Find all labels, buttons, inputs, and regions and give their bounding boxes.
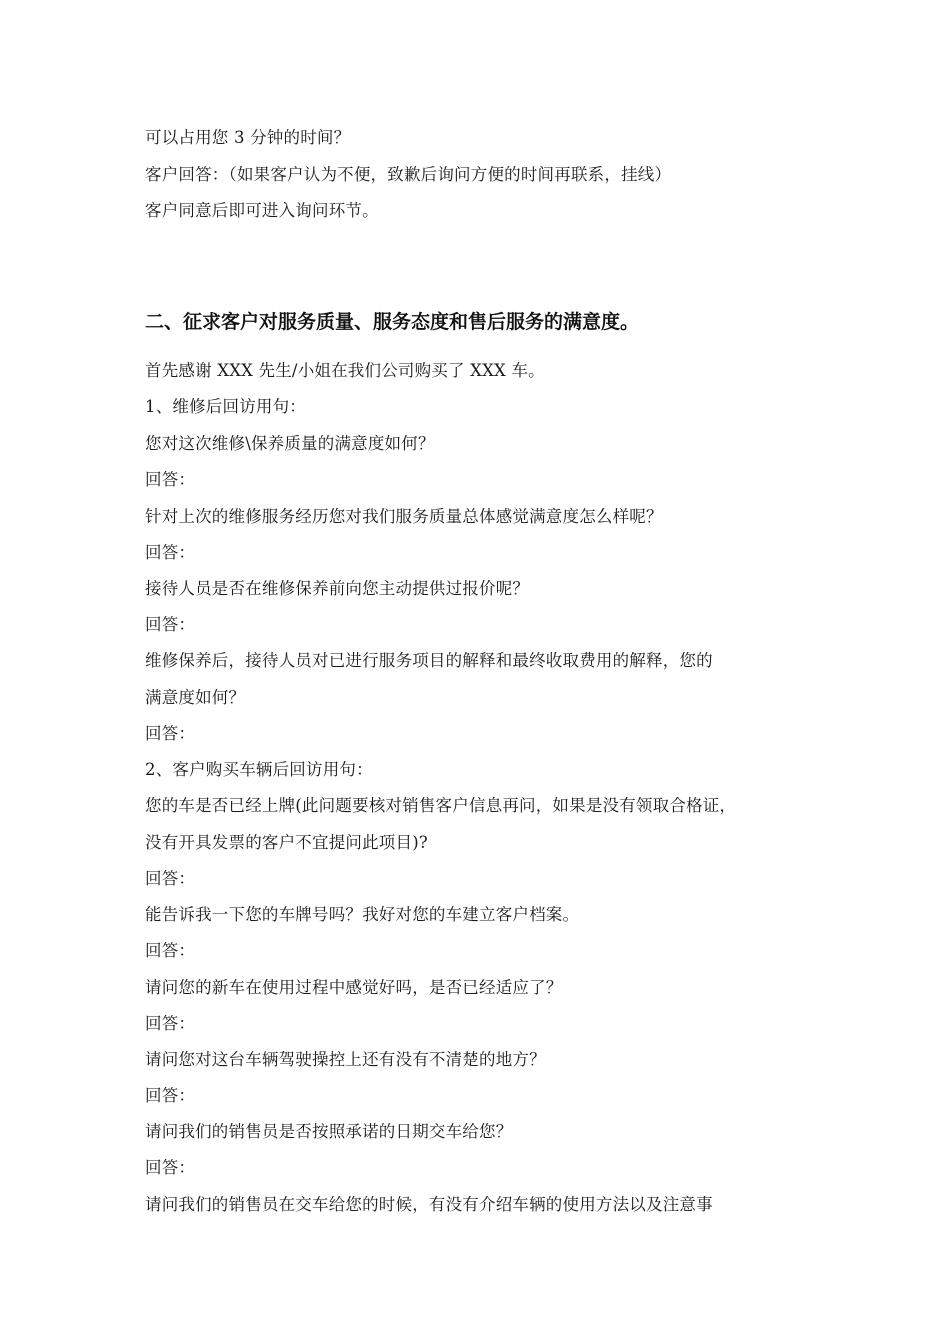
answer-line: 回答： [145, 1086, 196, 1105]
intro-line-1: 可以占用您 3 分钟的时间？ [145, 128, 351, 147]
question-line-continued: 满意度如何？ [145, 688, 246, 707]
answer-line: 回答： [145, 1014, 196, 1033]
part1-title: 1、维修后回访用句： [145, 397, 306, 416]
part2-title: 2、客户购买车辆后回访用句： [145, 760, 373, 779]
question-line: 请问我们的销售员在交车给您的时候，有没有介绍车辆的使用方法以及注意事 [145, 1195, 713, 1214]
question-line: 针对上次的维修服务经历您对我们服务质量总体感觉满意度怎么样呢？ [145, 507, 663, 526]
answer-line: 回答： [145, 543, 196, 562]
question-line-continued: 没有开具发票的客户不宜提问此项目)? [145, 833, 428, 852]
question-line: 您对这次维修\保养质量的满意度如何？ [145, 434, 435, 453]
answer-line: 回答： [145, 470, 196, 489]
answer-line: 回答： [145, 869, 196, 888]
answer-line: 回答： [145, 1158, 196, 1177]
question-line: 接待人员是否在维修保养前向您主动提供过报价呢？ [145, 579, 530, 598]
question-line: 维修保养后，接待人员对已进行服务项目的解释和最终收取费用的解释，您的 [145, 651, 713, 670]
question-line: 能告诉我一下您的车牌号吗？我好对您的车建立客户档案。 [145, 905, 580, 924]
intro-line-3: 客户同意后即可进入询问环节。 [145, 201, 379, 220]
answer-line: 回答： [145, 941, 196, 960]
question-line: 请问我们的销售员是否按照承诺的日期交车给您？ [145, 1122, 513, 1141]
question-line: 您的车是否已经上牌(此问题要核对销售客户信息再问，如果是没有领取合格证， [145, 796, 737, 815]
question-line: 请问您对这台车辆驾驶操控上还有没有不清楚的地方？ [145, 1050, 546, 1069]
intro-line-2: 客户回答：（如果客户认为不便，致歉后询问方便的时间再联系，挂线） [145, 165, 672, 184]
answer-line: 回答： [145, 724, 196, 743]
section-heading: 二、征求客户对服务质量、服务态度和售后服务的满意度。 [145, 311, 640, 333]
opening-line: 首先感谢 XXX 先生/小姐在我们公司购买了 XXX 车。 [145, 361, 545, 380]
question-line: 请问您的新车在使用过程中感觉好吗，是否已经适应了？ [145, 978, 563, 997]
answer-line: 回答： [145, 615, 196, 634]
